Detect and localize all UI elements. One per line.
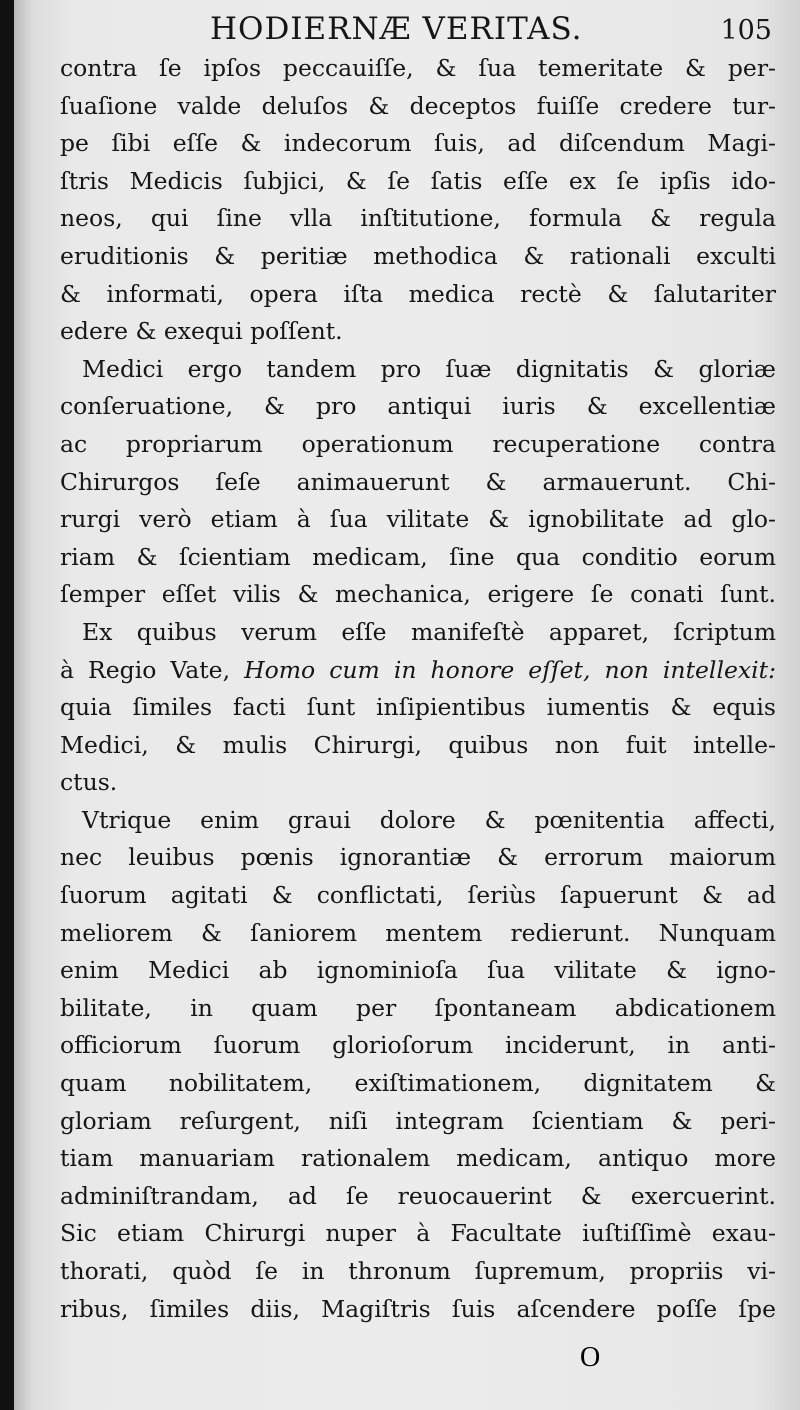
text-line: ctus. xyxy=(60,768,118,797)
text-line: & informati, opera iſta medica rectè & ſalutariter xyxy=(60,279,776,308)
text-line: ſemper eſſet vilis & mechanica, erigere ſe conati ſunt. xyxy=(60,580,776,609)
text-line: Sic etiam Chirurgi nuper à Facultate iuſtiſſimè exau- xyxy=(60,1219,776,1248)
text-line: pe ſibi eſſe & indecorum ſuis, ad diſcendum Magi- xyxy=(60,129,776,158)
text-line: officiorum ſuorum glorioſorum inciderunt, in anti- xyxy=(60,1031,776,1060)
text-line: quia ſimiles facti ſunt inſipientibus iumentis & equis xyxy=(60,693,776,722)
text-line: quam nobilitatem, exiſtimationem, dignitatem & xyxy=(60,1069,776,1098)
text-line: contra ſe ipſos peccauiſſe, & ſua temeritate & per- xyxy=(60,54,776,82)
text-line: ac propriarum operationum recuperatione contra xyxy=(60,429,776,458)
text-line: ribus, ſimiles diis, Magiſtris ſuis aſcendere poſſe ſpe xyxy=(60,1294,776,1323)
text-line-with-quotation xyxy=(60,652,776,690)
text-line: neos, qui ſine vlla inſtitutione, formula & regula xyxy=(60,204,776,233)
text-line: bilitate, in quam per ſpontaneam abdicationem xyxy=(60,993,776,1022)
text-line: ſuaſione valde deluſos & deceptos fuiſſe credere tur- xyxy=(60,91,776,120)
text-line: Chirurgos ſeſe animauerunt & armauerunt. Chi- xyxy=(60,467,776,496)
line-lead-text: à Regio Vate, xyxy=(60,655,231,684)
paper-sheet xyxy=(14,0,800,1410)
text-line: enim Medici ab ignominioſa ſua vilitate & igno- xyxy=(60,956,776,985)
text-line: eruditionis & peritiæ methodica & rationali exculti xyxy=(60,241,776,270)
text-line: thorati, quòd ſe in thronum ſupremum, propriis vi- xyxy=(60,1257,776,1285)
text-line: nec leuibus pœnis ignorantiæ & errorum maiorum xyxy=(60,843,776,872)
text-line: gloriam reſurgent, niſi integram ſcientiam & peri- xyxy=(60,1106,776,1135)
text-line: ſtris Medicis ſubjici, & ſe ſatis eſſe ex ſe ipſis ido- xyxy=(60,166,776,195)
text-line: Ex quibus verum eſſe manifeſtè apparet, ſcriptum xyxy=(82,617,776,646)
text-line: riam & ſcientiam medicam, ſine qua conditio eorum xyxy=(60,542,776,571)
text-line: tiam manuariam rationalem medicam, antiquo more xyxy=(60,1144,776,1173)
page-header xyxy=(60,0,776,50)
signature-mark: O xyxy=(580,1342,601,1373)
text-line: rurgi verò etiam à ſua vilitate & ignobilitate ad glo- xyxy=(60,505,776,534)
text-line: adminiſtrandam, ad ſe reuocauerint & exercuerint. xyxy=(60,1181,776,1210)
text-line: meliorem & ſaniorem mentem redierunt. Nunquam xyxy=(60,918,776,947)
text-line: Vtrique enim graui dolore & pœnitentia affecti, xyxy=(82,805,776,834)
page-text xyxy=(60,0,776,1328)
text-line: edere & exequi poſſent. xyxy=(60,317,343,346)
text-line: conſeruatione, & pro antiqui iuris & excellentiæ xyxy=(60,392,776,421)
text-line: Medici, & mulis Chirurgi, quibus non fuit intelle- xyxy=(60,730,776,759)
text-line: ſuorum agitati & conflictati, ſeriùs ſapuerunt & ad xyxy=(60,881,776,910)
page-number: 105 xyxy=(720,15,772,46)
text-line: Medici ergo tandem pro ſuæ dignitatis & gloriæ xyxy=(82,354,776,383)
running-title: HODIERNÆ VERITAS. xyxy=(210,11,583,47)
italic-quotation: Homo cum in honore eſſet, non intellexit: xyxy=(244,655,776,684)
